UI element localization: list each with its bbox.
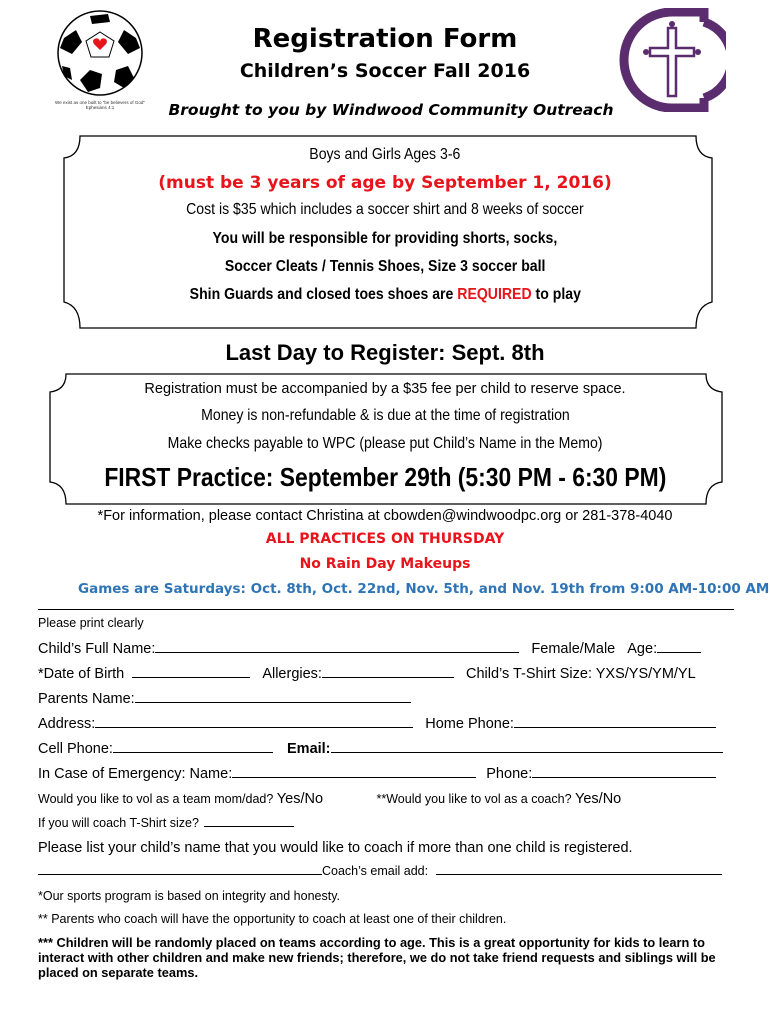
email-field[interactable]	[331, 752, 723, 753]
game-schedule: Games are Saturdays: Oct. 8th, Oct. 22nd, Nov. 5th, and Nov. 19th from 9:00 AM-10:00 AM	[78, 581, 770, 597]
allergies-label: Allergies:	[262, 666, 322, 682]
emergency-phone-label: Phone:	[486, 766, 533, 782]
integrity-note: *Our sports program is based on integrity and honesty.	[38, 889, 341, 903]
form-title: Registration Form	[252, 24, 518, 54]
coach-tshirt-label: If you will coach T-Shirt size?	[38, 816, 199, 830]
vol-mom-question: Would you like to vol as a team mom/dad?	[38, 792, 274, 806]
child-name-label: Child’s Full Name:	[38, 641, 156, 657]
box1-age-requirement: (must be 3 years of age by September 1, 2016)	[158, 173, 612, 193]
last-day-heading: Last Day to Register: Sept. 8th	[225, 340, 545, 365]
coach-tshirt-field[interactable]	[204, 826, 294, 827]
child-name-field[interactable]	[155, 652, 519, 653]
home-phone-label: Home Phone:	[425, 716, 514, 732]
vol-coach-question: **Would you like to vol as a coach?	[376, 792, 572, 806]
emergency-name-field[interactable]	[232, 777, 476, 778]
coach-child-names-field[interactable]	[38, 874, 322, 875]
home-phone-field[interactable]	[514, 727, 716, 728]
volunteer-row	[38, 791, 621, 807]
coach-tshirt-row	[38, 816, 294, 830]
ball-caption: We exist as one built to "be believers of God" Ephesians 4:1	[55, 100, 145, 110]
email-label: Email:	[287, 741, 331, 757]
form-divider	[38, 609, 734, 610]
box2-checks: Make checks payable to WPC (please put Child’s Name in the Memo)	[167, 435, 603, 452]
box1-ages: Boys and Girls Ages 3-6	[309, 146, 461, 163]
coach-list-prompt: Please list your child’s name that you would like to coach if more than one child is registered.	[38, 840, 633, 856]
cell-email-row	[38, 741, 723, 757]
box1-equipment: Soccer Cleats / Tennis Shoes, Size 3 soccer ball	[224, 258, 546, 275]
box1-responsibility: You will be responsible for providing shorts, socks,	[212, 230, 558, 247]
dob-field[interactable]	[132, 677, 250, 678]
emergency-row	[38, 766, 716, 782]
allergies-field[interactable]	[322, 677, 454, 678]
emergency-phone-field[interactable]	[532, 777, 716, 778]
cell-phone-field[interactable]	[113, 752, 273, 753]
box2-refund: Money is non-refundable & is due at the time of registration	[200, 407, 570, 424]
parents-label: Parents Name:	[38, 691, 135, 707]
parents-row	[38, 691, 411, 707]
address-field[interactable]	[95, 727, 413, 728]
dob-row	[38, 666, 696, 682]
form-subtitle: Children’s Soccer Fall 2016	[239, 60, 531, 82]
box1-cost: Cost is $35 which includes a soccer shirt and 8 weeks of soccer	[186, 201, 584, 218]
coach-email-field[interactable]	[436, 874, 722, 875]
address-label: Address:	[38, 716, 96, 732]
address-row	[38, 716, 716, 732]
parents-field[interactable]	[135, 702, 411, 703]
practice-day: ALL PRACTICES ON THURSDAY	[265, 531, 505, 547]
print-clearly: Please print clearly	[38, 616, 144, 630]
tshirt-label: Child’s T-Shirt Size: YXS/YS/YM/YL	[465, 666, 696, 682]
first-practice: FIRST Practice: September 29th (5:30 PM - 6:30 PM)	[104, 462, 666, 492]
sponsor-line: Brought to you by Windwood Community Outreach	[168, 101, 614, 119]
cell-phone-label: Cell Phone:	[38, 741, 113, 757]
coach-email-row	[38, 864, 722, 878]
dob-label: *Date of Birth	[38, 666, 125, 682]
child-name-row	[38, 641, 701, 657]
random-placement-note: *** Children will be randomly placed on teams according to age. This is a great opportunity for kids to learn to interact with other children and make new friends; therefore, we do not take friend requests and siblings will be placed on separate teams.	[38, 935, 716, 980]
age-label: Age:	[627, 641, 658, 657]
box1-required: Shin Guards and closed toes shoes are REQUIRED to play	[189, 286, 581, 303]
contact-info: *For information, please contact Christina at cbowden@windwoodpc.org or 281-378-4040	[97, 508, 673, 524]
gender-label: Female/Male	[531, 641, 616, 657]
age-field[interactable]	[657, 652, 701, 653]
parents-coach-note: ** Parents who coach will have the opportunity to coach at least one of their children.	[38, 912, 507, 926]
coach-email-label: Coach’s email add:	[322, 864, 429, 878]
vol-coach-options[interactable]: Yes/No	[575, 791, 622, 807]
emergency-label: In Case of Emergency: Name:	[38, 766, 233, 782]
rain-note: No Rain Day Makeups	[299, 556, 471, 572]
vol-mom-options[interactable]: Yes/No	[276, 791, 324, 807]
box2-fee-note: Registration must be accompanied by a $35 fee per child to reserve space.	[144, 381, 626, 397]
